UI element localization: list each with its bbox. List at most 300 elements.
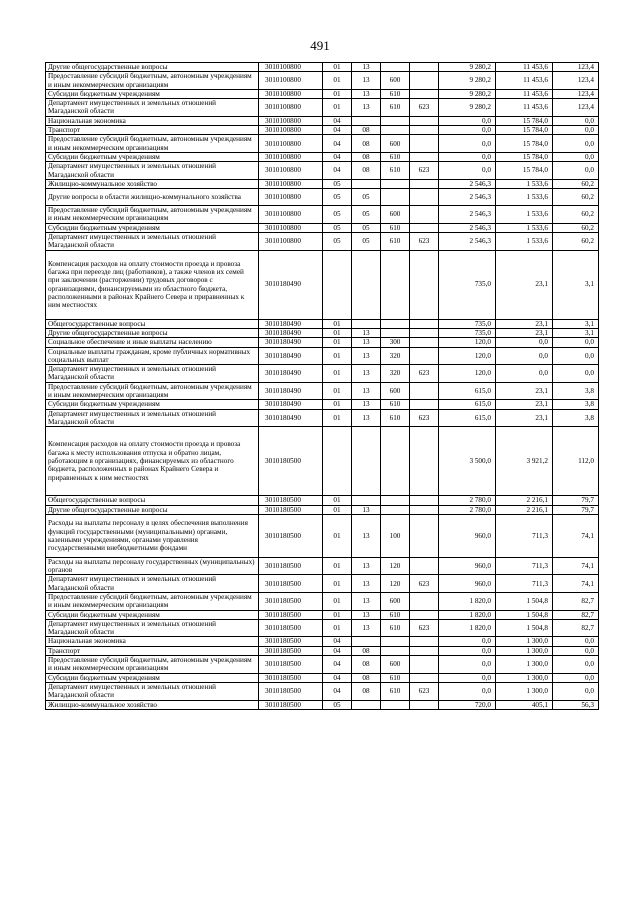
page-number: 491: [310, 38, 330, 53]
row-subsection: 13: [352, 382, 381, 400]
row-value-actual: 0,0: [496, 338, 553, 347]
row-exp-type: [381, 116, 410, 125]
row-name: Компенсация расходов на оплату стоимости проезда и провоза багажа к месту использования отпуска и обратно лицам, работающим в организациях, финансируемых из областного бюджета, расположенных в районах Крайнего Севера и приравненных к ним местностях: [46, 427, 259, 496]
row-percent: 0,0: [553, 126, 599, 135]
row-value-actual: 15 784,0: [496, 135, 553, 153]
row-code: 3010180500: [259, 610, 323, 619]
row-value-actual: 11 453,6: [496, 99, 553, 117]
table-row: [46, 514, 599, 557]
row-code: 3010180500: [259, 682, 323, 700]
table-row: [46, 72, 599, 90]
row-code: 3010180500: [259, 592, 323, 610]
row-value-actual: 11 453,6: [496, 72, 553, 90]
row-dept: [410, 514, 439, 557]
row-section: 01: [323, 338, 352, 347]
row-name: Компенсация расходов на оплату стоимости проезда и провоза багажа при переезде лиц (работников), а также членов их семей при заключении (расторжении) трудовых договоров с организациями, финансируемыми из областного бюджета, расположенными в районах Крайнего Севера и приравненных к ним местностях: [46, 250, 259, 319]
row-percent: 60,2: [553, 223, 599, 232]
table-row: [46, 682, 599, 700]
row-section: [323, 250, 352, 319]
row-value-plan: 615,0: [439, 409, 496, 427]
row-value-actual: 1 533,6: [496, 206, 553, 224]
row-exp-type: 610: [381, 223, 410, 232]
row-value-plan: 0,0: [439, 135, 496, 153]
row-code: 3010180490: [259, 319, 323, 328]
row-value-actual: 1 300,0: [496, 682, 553, 700]
table-row: [46, 135, 599, 153]
row-percent: 74,1: [553, 575, 599, 593]
row-section: 04: [323, 116, 352, 125]
row-exp-type: [381, 505, 410, 514]
row-code: 3010180490: [259, 400, 323, 409]
row-value-plan: 735,0: [439, 328, 496, 337]
row-value-actual: 1 533,6: [496, 223, 553, 232]
row-subsection: 05: [352, 233, 381, 251]
row-dept: 623: [410, 365, 439, 383]
row-subsection: 13: [352, 99, 381, 117]
row-section: 01: [323, 63, 352, 72]
row-subsection: 13: [352, 89, 381, 98]
row-percent: 0,0: [553, 637, 599, 646]
row-name: Общегосударственные вопросы: [46, 496, 259, 505]
row-name: Субсидии бюджетным учреждениям: [46, 673, 259, 682]
row-percent: 3,1: [553, 250, 599, 319]
row-name: Предоставление субсидий бюджетным, автономным учреждениям и иным некоммерческим организациям: [46, 72, 259, 90]
row-percent: 0,0: [553, 682, 599, 700]
row-value-plan: 735,0: [439, 319, 496, 328]
row-percent: 82,7: [553, 610, 599, 619]
row-percent: 79,7: [553, 496, 599, 505]
row-subsection: 13: [352, 347, 381, 365]
row-section: [323, 427, 352, 496]
row-code: 3010100800: [259, 189, 323, 206]
row-percent: 123,4: [553, 89, 599, 98]
row-percent: 56,3: [553, 700, 599, 709]
row-subsection: [352, 179, 381, 188]
row-subsection: [352, 116, 381, 125]
row-percent: 60,2: [553, 233, 599, 251]
row-subsection: [352, 700, 381, 709]
row-subsection: 13: [352, 575, 381, 593]
row-section: 01: [323, 505, 352, 514]
row-subsection: 13: [352, 365, 381, 383]
row-value-plan: 120,0: [439, 347, 496, 365]
row-dept: [410, 637, 439, 646]
row-value-actual: 15 784,0: [496, 152, 553, 161]
table-row: [46, 250, 599, 319]
row-value-actual: 0,0: [496, 365, 553, 383]
row-exp-type: 610: [381, 673, 410, 682]
row-dept: 623: [410, 575, 439, 593]
row-dept: [410, 126, 439, 135]
row-dept: [410, 382, 439, 400]
row-section: 01: [323, 99, 352, 117]
table-row: [46, 619, 599, 637]
row-subsection: 05: [352, 189, 381, 206]
row-percent: 82,7: [553, 619, 599, 637]
row-value-plan: 2 780,0: [439, 505, 496, 514]
row-code: 3010180490: [259, 338, 323, 347]
row-subsection: 13: [352, 400, 381, 409]
table-row: [46, 189, 599, 206]
row-name: Другие вопросы в области жилищно-коммунального хозяйства: [46, 189, 259, 206]
row-code: 3010180490: [259, 382, 323, 400]
row-exp-type: [381, 328, 410, 337]
row-percent: 3,1: [553, 328, 599, 337]
row-name: Предоставление субсидий бюджетным, автономным учреждениям и иным некоммерческим организациям: [46, 135, 259, 153]
row-exp-type: 610: [381, 400, 410, 409]
row-dept: [410, 223, 439, 232]
row-percent: 3,8: [553, 400, 599, 409]
row-name: Социальные выплаты гражданам, кроме публичных нормативных социальных выплат: [46, 347, 259, 365]
row-subsection: 13: [352, 514, 381, 557]
row-exp-type: 300: [381, 338, 410, 347]
row-subsection: 08: [352, 682, 381, 700]
row-dept: [410, 179, 439, 188]
table-row: [46, 347, 599, 365]
table-row: [46, 99, 599, 117]
table-row: [46, 427, 599, 496]
row-code: 3010180500: [259, 505, 323, 514]
row-value-plan: 960,0: [439, 575, 496, 593]
row-value-actual: 711,3: [496, 575, 553, 593]
row-section: 01: [323, 610, 352, 619]
row-value-actual: 1 504,8: [496, 619, 553, 637]
row-dept: [410, 116, 439, 125]
row-subsection: 13: [352, 619, 381, 637]
row-value-plan: 120,0: [439, 338, 496, 347]
row-name: Департамент имущественных и земельных отношений Магаданской области: [46, 233, 259, 251]
row-section: 04: [323, 135, 352, 153]
row-dept: 623: [410, 99, 439, 117]
row-exp-type: [381, 319, 410, 328]
row-subsection: 08: [352, 152, 381, 161]
table-row: [46, 162, 599, 180]
row-value-actual: 0,0: [496, 347, 553, 365]
row-name: Другие общегосударственные вопросы: [46, 63, 259, 72]
table-row: [46, 646, 599, 655]
row-code: 3010180490: [259, 250, 323, 319]
row-value-plan: 0,0: [439, 673, 496, 682]
row-code: 3010100800: [259, 233, 323, 251]
row-name: Национальная экономика: [46, 116, 259, 125]
row-value-plan: 0,0: [439, 646, 496, 655]
row-code: 3010100800: [259, 126, 323, 135]
row-code: 3010180500: [259, 700, 323, 709]
row-dept: [410, 89, 439, 98]
row-section: 01: [323, 514, 352, 557]
row-subsection: 13: [352, 505, 381, 514]
row-code: 3010180500: [259, 619, 323, 637]
row-subsection: 08: [352, 162, 381, 180]
row-exp-type: 600: [381, 135, 410, 153]
row-subsection: [352, 250, 381, 319]
row-dept: [410, 319, 439, 328]
table-row: [46, 382, 599, 400]
row-exp-type: 610: [381, 682, 410, 700]
row-name: Общегосударственные вопросы: [46, 319, 259, 328]
row-code: 3010100800: [259, 135, 323, 153]
row-value-actual: 1 300,0: [496, 673, 553, 682]
row-value-actual: 23,1: [496, 319, 553, 328]
row-percent: 0,0: [553, 365, 599, 383]
row-section: 01: [323, 409, 352, 427]
row-exp-type: [381, 637, 410, 646]
row-exp-type: 610: [381, 152, 410, 161]
row-value-actual: 405,1: [496, 700, 553, 709]
row-dept: [410, 135, 439, 153]
row-percent: 0,0: [553, 673, 599, 682]
row-name: Расходы на выплаты персоналу государственных (муниципальных) органов: [46, 557, 259, 575]
row-section: 01: [323, 382, 352, 400]
row-section: 01: [323, 319, 352, 328]
row-subsection: 08: [352, 135, 381, 153]
row-subsection: 08: [352, 673, 381, 682]
row-value-actual: 711,3: [496, 514, 553, 557]
row-code: 3010100800: [259, 72, 323, 90]
row-dept: [410, 206, 439, 224]
row-subsection: [352, 427, 381, 496]
row-dept: [410, 505, 439, 514]
table-row: [46, 637, 599, 646]
row-name: Департамент имущественных и земельных отношений Магаданской области: [46, 99, 259, 117]
row-name: Субсидии бюджетным учреждениям: [46, 400, 259, 409]
row-exp-type: 600: [381, 592, 410, 610]
row-exp-type: 610: [381, 162, 410, 180]
row-exp-type: 320: [381, 365, 410, 383]
table-row: [46, 116, 599, 125]
row-name: Субсидии бюджетным учреждениям: [46, 89, 259, 98]
row-value-actual: 15 784,0: [496, 126, 553, 135]
row-value-actual: 23,1: [496, 382, 553, 400]
row-name: Департамент имущественных и земельных отношений Магаданской области: [46, 619, 259, 637]
row-dept: [410, 338, 439, 347]
row-section: 04: [323, 646, 352, 655]
row-percent: 3,1: [553, 319, 599, 328]
row-section: 01: [323, 400, 352, 409]
row-exp-type: 600: [381, 382, 410, 400]
row-dept: [410, 592, 439, 610]
row-code: 3010180490: [259, 365, 323, 383]
table-row: [46, 409, 599, 427]
row-section: 01: [323, 592, 352, 610]
row-exp-type: [381, 427, 410, 496]
row-value-plan: 720,0: [439, 700, 496, 709]
row-value-plan: 1 820,0: [439, 610, 496, 619]
row-section: 05: [323, 223, 352, 232]
row-value-actual: 1 533,6: [496, 233, 553, 251]
row-value-plan: 2 780,0: [439, 496, 496, 505]
row-percent: 74,1: [553, 514, 599, 557]
row-section: 05: [323, 179, 352, 188]
row-name: Транспорт: [46, 126, 259, 135]
table-row: [46, 319, 599, 328]
row-subsection: 13: [352, 328, 381, 337]
row-name: Социальное обеспечение и иные выплаты населению: [46, 338, 259, 347]
row-percent: 3,8: [553, 409, 599, 427]
row-value-plan: 0,0: [439, 126, 496, 135]
row-value-actual: 1 504,8: [496, 610, 553, 619]
row-name: Расходы на выплаты персоналу в целях обеспечения выполнения функций государственными (муниципальными) органами, казенными учреждениями, органами управления государственными внебюджетными фондами: [46, 514, 259, 557]
table-row: [46, 152, 599, 161]
table-row: [46, 610, 599, 619]
row-exp-type: 600: [381, 206, 410, 224]
row-exp-type: 610: [381, 610, 410, 619]
row-code: 3010100800: [259, 116, 323, 125]
row-value-plan: 3 500,0: [439, 427, 496, 496]
row-value-plan: 2 546,3: [439, 206, 496, 224]
budget-table: [45, 62, 599, 710]
row-value-plan: 615,0: [439, 400, 496, 409]
row-percent: 123,4: [553, 99, 599, 117]
row-value-actual: 15 784,0: [496, 162, 553, 180]
row-name: Субсидии бюджетным учреждениям: [46, 610, 259, 619]
row-code: 3010180500: [259, 496, 323, 505]
row-exp-type: 610: [381, 89, 410, 98]
row-section: 01: [323, 575, 352, 593]
row-value-plan: 0,0: [439, 152, 496, 161]
row-section: 01: [323, 328, 352, 337]
row-exp-type: [381, 496, 410, 505]
row-name: Департамент имущественных и земельных отношений Магаданской области: [46, 162, 259, 180]
row-value-plan: 9 280,2: [439, 89, 496, 98]
row-section: 04: [323, 682, 352, 700]
row-value-plan: 9 280,2: [439, 63, 496, 72]
row-code: 3010100800: [259, 162, 323, 180]
table-row: [46, 179, 599, 188]
row-value-plan: 9 280,2: [439, 99, 496, 117]
row-percent: 60,2: [553, 206, 599, 224]
row-name: Предоставление субсидий бюджетным, автономным учреждениям и иным некоммерческим организациям: [46, 382, 259, 400]
row-value-actual: 11 453,6: [496, 63, 553, 72]
row-subsection: 08: [352, 656, 381, 674]
table-row: [46, 496, 599, 505]
row-dept: [410, 250, 439, 319]
row-value-plan: 1 820,0: [439, 592, 496, 610]
row-subsection: 05: [352, 223, 381, 232]
table-row: [46, 223, 599, 232]
row-value-plan: 615,0: [439, 382, 496, 400]
row-subsection: [352, 637, 381, 646]
row-subsection: 13: [352, 592, 381, 610]
row-name: Департамент имущественных и земельных отношений Магаданской области: [46, 409, 259, 427]
row-percent: 0,0: [553, 338, 599, 347]
row-dept: [410, 557, 439, 575]
table-row: [46, 233, 599, 251]
row-value-actual: 11 453,6: [496, 89, 553, 98]
row-section: 04: [323, 656, 352, 674]
row-percent: 60,2: [553, 179, 599, 188]
row-value-actual: 1 504,8: [496, 592, 553, 610]
row-code: 3010180490: [259, 347, 323, 365]
row-dept: [410, 496, 439, 505]
row-exp-type: 320: [381, 347, 410, 365]
row-subsection: 13: [352, 409, 381, 427]
row-percent: 0,0: [553, 152, 599, 161]
row-value-plan: 0,0: [439, 637, 496, 646]
row-section: 04: [323, 673, 352, 682]
row-exp-type: 610: [381, 409, 410, 427]
row-exp-type: [381, 63, 410, 72]
row-code: 3010180500: [259, 646, 323, 655]
row-value-actual: 23,1: [496, 409, 553, 427]
row-section: 05: [323, 233, 352, 251]
table-row: [46, 400, 599, 409]
table-row: [46, 206, 599, 224]
row-dept: [410, 328, 439, 337]
row-subsection: 13: [352, 557, 381, 575]
row-value-plan: 1 820,0: [439, 619, 496, 637]
row-section: 01: [323, 72, 352, 90]
row-section: 04: [323, 152, 352, 161]
row-exp-type: [381, 646, 410, 655]
table-row: [46, 592, 599, 610]
row-dept: [410, 189, 439, 206]
row-dept: 623: [410, 162, 439, 180]
table-row: [46, 575, 599, 593]
row-value-actual: 1 300,0: [496, 656, 553, 674]
row-code: 3010100800: [259, 223, 323, 232]
row-exp-type: 600: [381, 72, 410, 90]
row-name: Департамент имущественных и земельных отношений Магаданской области: [46, 365, 259, 383]
row-percent: 123,4: [553, 72, 599, 90]
row-code: 3010180500: [259, 575, 323, 593]
row-section: 05: [323, 189, 352, 206]
row-name: Субсидии бюджетным учреждениям: [46, 223, 259, 232]
row-value-actual: 2 216,1: [496, 505, 553, 514]
row-dept: [410, 347, 439, 365]
row-subsection: 13: [352, 610, 381, 619]
row-name: Предоставление субсидий бюджетным, автономным учреждениям и иным некоммерческим организациям: [46, 206, 259, 224]
row-percent: 60,2: [553, 189, 599, 206]
row-dept: [410, 63, 439, 72]
row-value-actual: 23,1: [496, 250, 553, 319]
row-exp-type: 100: [381, 514, 410, 557]
row-value-plan: 2 546,3: [439, 189, 496, 206]
row-exp-type: 610: [381, 233, 410, 251]
row-value-plan: 2 546,3: [439, 179, 496, 188]
row-value-plan: 0,0: [439, 682, 496, 700]
table-row: [46, 673, 599, 682]
row-value-actual: 711,3: [496, 557, 553, 575]
row-section: 01: [323, 496, 352, 505]
row-percent: 0,0: [553, 656, 599, 674]
row-section: 04: [323, 126, 352, 135]
row-value-actual: 23,1: [496, 400, 553, 409]
row-code: 3010180500: [259, 427, 323, 496]
row-code: 3010100800: [259, 206, 323, 224]
row-percent: 3,8: [553, 382, 599, 400]
row-section: 01: [323, 365, 352, 383]
row-exp-type: [381, 179, 410, 188]
row-section: 01: [323, 347, 352, 365]
row-dept: [410, 400, 439, 409]
row-exp-type: [381, 189, 410, 206]
row-dept: [410, 427, 439, 496]
table-row: [46, 505, 599, 514]
row-value-actual: 1 300,0: [496, 646, 553, 655]
row-name: Другие общегосударственные вопросы: [46, 505, 259, 514]
row-value-plan: 9 280,2: [439, 72, 496, 90]
row-subsection: 05: [352, 206, 381, 224]
row-value-plan: 2 546,3: [439, 223, 496, 232]
row-dept: [410, 152, 439, 161]
row-code: 3010180500: [259, 514, 323, 557]
row-dept: 623: [410, 619, 439, 637]
row-code: 3010180500: [259, 673, 323, 682]
row-dept: 623: [410, 233, 439, 251]
row-code: 3010100800: [259, 179, 323, 188]
row-percent: 0,0: [553, 646, 599, 655]
